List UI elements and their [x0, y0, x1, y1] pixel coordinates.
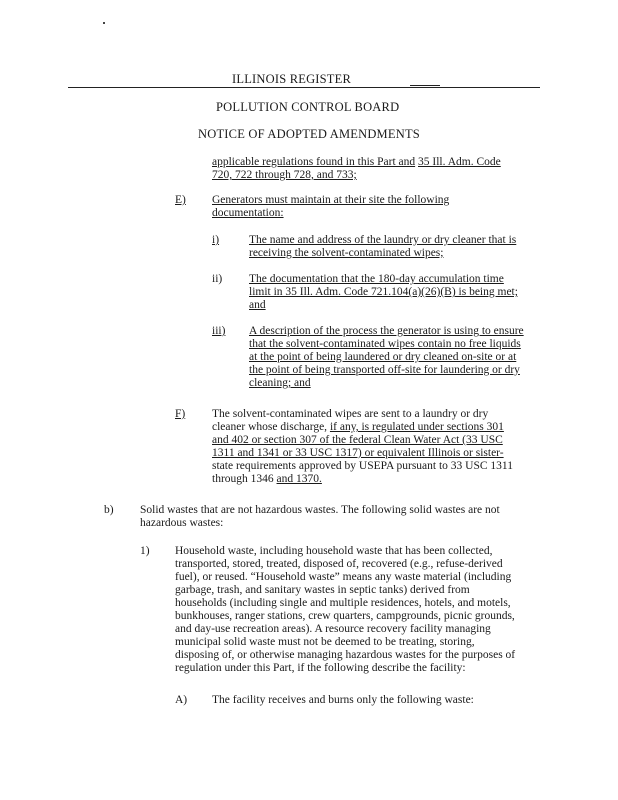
subsection-1-line: fuel), or reused. “Household waste” means any waste material (including [175, 571, 512, 583]
subsection-1-line: disposing of, or otherwise managing hazardous wastes for the purposes of [175, 649, 516, 661]
paragraph-marker-E: E) [175, 194, 186, 206]
subitem-ii-line: limit in 35 Ill. Adm. Code 721.104(a)(26)(B) is being met; [249, 286, 518, 298]
paragraph-F-line [212, 421, 504, 434]
subsection-1-line: Household waste, including household waste that has been collected, [175, 545, 493, 557]
subsection-1-line: municipal solid waste must not be deemed to be treating, storing, [175, 636, 475, 648]
paragraph-F-inserted-text: and 1370. [276, 473, 322, 485]
paragraph-F-inserted-text: if any, is regulated under sections 301 [329, 421, 504, 433]
subitem-iii-line: A description of the process the generator is using to ensure [249, 325, 524, 337]
paragraph-E-line: Generators must maintain at their site the following [212, 194, 450, 206]
subsection-1-line: households (including single and multiple residences, hotels, and motels, [175, 597, 511, 609]
subitem-i-line: receiving the solvent-contaminated wipes; [249, 247, 444, 259]
section-b-line: Solid wastes that are not hazardous wastes. The following solid wastes are not [140, 504, 500, 516]
paragraph-E-line: documentation: [212, 207, 284, 219]
subitem-ii-line: and [249, 299, 266, 311]
header-rule-accent [410, 85, 440, 86]
continuation-citation: 35 Ill. Adm. Code [418, 156, 501, 168]
corner-mark [103, 22, 105, 24]
paragraph-F-text: cleaner whose discharge, [212, 421, 328, 433]
continuation-line [212, 156, 501, 169]
subitem-marker-A: A) [175, 694, 188, 706]
subitem-marker-iii: iii) [212, 325, 226, 337]
subitem-i-line: The name and address of the laundry or dry cleaner that is [249, 234, 517, 246]
paragraph-F-line: and 402 or section 307 of the federal Clean Water Act (33 USC [212, 434, 503, 446]
register-title: ILLINOIS REGISTER [232, 72, 352, 86]
subsection-1-line: regulation under this Part, if the following describe the facility: [175, 662, 466, 674]
subsection-1-line: and day-use recreation areas). A resource recovery facility managing [175, 623, 491, 635]
subitem-iii-line: at the point of being laundered or dry cleaned on-site or at [249, 351, 517, 363]
section-b-line: hazardous wastes: [140, 517, 224, 529]
subitem-marker-i: i) [212, 234, 220, 246]
paragraph-F-line: state requirements approved by USEPA pursuant to 33 USC 1311 [212, 460, 513, 472]
subitem-iii-line: the point of being transported off-site for laundering or dry [249, 364, 520, 376]
paragraph-F-line [212, 473, 322, 486]
paragraph-F-line: The solvent-contaminated wipes are sent to a laundry or dry [212, 408, 489, 420]
paragraph-F-line: 1311 and 1341 or 33 USC 1317) or equivalent Illinois or sister- [212, 447, 504, 459]
subsection-1-line: garbage, trash, and sanitary wastes in septic tanks) derived from [175, 584, 470, 596]
subitem-iii-line: cleaning; and [249, 377, 311, 389]
paragraph-F-text: through 1346 [212, 473, 274, 485]
board-title: POLLUTION CONTROL BOARD [216, 100, 400, 114]
paragraph-marker-F: F) [175, 408, 186, 420]
subsection-1-line: transported, stored, treated, disposed of, recovered (e.g., refuse-derived [175, 558, 503, 570]
continuation-text: applicable regulations found in this Part and [212, 156, 416, 168]
notice-title: NOTICE OF ADOPTED AMENDMENTS [198, 127, 420, 141]
subsection-marker-1: 1) [140, 545, 150, 557]
subitem-iii-line: that the solvent-contaminated wipes contain no free liquids [249, 338, 521, 350]
continuation-line: 720, 722 through 728, and 733; [212, 169, 357, 181]
section-marker-b: b) [104, 504, 114, 516]
subitem-ii-line: The documentation that the 180-day accumulation time [249, 273, 504, 285]
subsection-1-line: bunkhouses, ranger stations, crew quarters, campgrounds, picnic grounds, [175, 610, 515, 622]
subitem-A-line: The facility receives and burns only the following waste: [212, 694, 474, 706]
header-rule [68, 87, 540, 88]
subitem-marker-ii: ii) [212, 273, 223, 285]
